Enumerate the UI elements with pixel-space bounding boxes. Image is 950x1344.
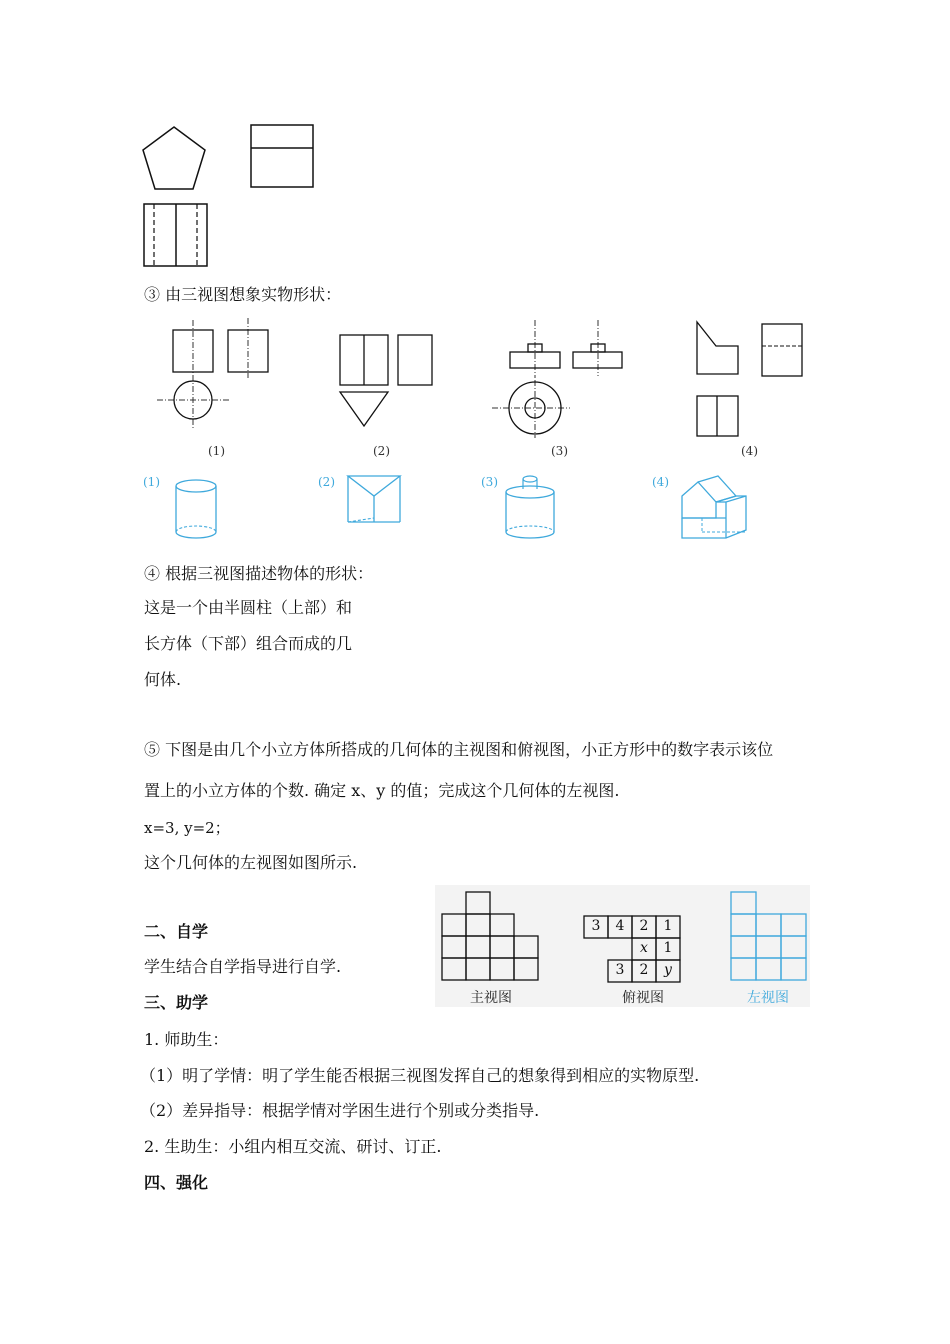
figure-4-caption: (4) <box>741 444 758 458</box>
front-view-label: 主视图 <box>470 990 512 1006</box>
cylinder-solid-figure <box>170 476 230 546</box>
left-view-label: 左视图 <box>747 990 789 1006</box>
answer-1-caption: (1) <box>143 475 160 489</box>
section4-heading: 四、强化 <box>144 1173 209 1192</box>
item4-text: ④ 根据三视图描述物体的形状： <box>144 564 374 583</box>
three-view-figure-3 <box>490 318 630 443</box>
top-view-cell-r3c3: 2 <box>639 962 649 978</box>
item4-answer-line-1: 这是一个由半圆柱（上部）和 <box>144 598 353 617</box>
top-view-cell-x: x <box>640 940 648 956</box>
top-view-cell-r1c1: 3 <box>591 918 601 934</box>
answer-4-caption: (4) <box>652 475 669 489</box>
top-view-cell-y: y <box>664 962 672 978</box>
top-view-cell-r1c2: 4 <box>615 918 625 934</box>
top-view-cell-r3c2: 3 <box>615 962 625 978</box>
top-view-cell-r1c3: 2 <box>639 918 649 934</box>
answer-2-caption: (2) <box>318 475 335 489</box>
section3-heading: 三、助学 <box>144 993 209 1012</box>
three-view-figure-1 <box>155 318 280 438</box>
top-view-cell-r1c4: 1 <box>663 918 673 934</box>
section3-sub1: （1）明了学情：明了学生能否根据三视图发挥自己的想象得到相应的实物原型. <box>140 1066 700 1085</box>
figure-3-caption: (3) <box>551 444 568 458</box>
item5-line-2: 置上的小立方体的个数. 确定 x、y 的值；完成这个几何体的左视图. <box>144 781 620 800</box>
top-view-label: 俯视图 <box>622 990 664 1006</box>
pentagon-view-figure <box>140 124 210 194</box>
figure-1-caption: (1) <box>208 444 225 458</box>
item3-text: ③ 由三视图想象实物形状： <box>144 285 342 304</box>
notched-block-solid-figure <box>678 474 753 546</box>
answer-3-caption: (3) <box>481 475 498 489</box>
top-view-cell-r2c4: 1 <box>663 940 673 956</box>
front-view-grid <box>440 890 546 986</box>
item5-conclusion: 这个几何体的左视图如图所示. <box>144 853 358 872</box>
figure-2-caption: (2) <box>373 444 390 458</box>
prism-solid-figure <box>344 474 414 534</box>
rectangle-view-figure <box>250 124 316 190</box>
section2-heading: 二、自学 <box>144 922 209 941</box>
section3-item2: 2. 生助生：小组内相互交流、研讨、订正. <box>144 1137 442 1156</box>
stepped-cylinder-solid-figure <box>500 474 560 544</box>
item4-answer-line-3: 何体. <box>144 670 182 689</box>
left-view-grid <box>729 890 811 986</box>
section3-sub2: （2）差异指导：根据学情对学困生进行个别或分类指导. <box>140 1101 540 1120</box>
three-view-figure-2 <box>335 330 440 430</box>
section2-body: 学生结合自学指导进行自学. <box>144 957 342 976</box>
section3-item1: 1. 师助生： <box>144 1030 229 1049</box>
dashed-rectangle-view-figure <box>143 203 209 269</box>
item5-answer: x=3, y=2； <box>144 819 230 837</box>
three-view-figure-4 <box>690 320 810 440</box>
item5-line-1: ⑤ 下图是由几个小立方体所搭成的几何体的主视图和俯视图，小正方形中的数字表示该位 <box>144 740 774 759</box>
item4-answer-line-2: 长方体（下部）组合而成的几 <box>144 634 353 653</box>
